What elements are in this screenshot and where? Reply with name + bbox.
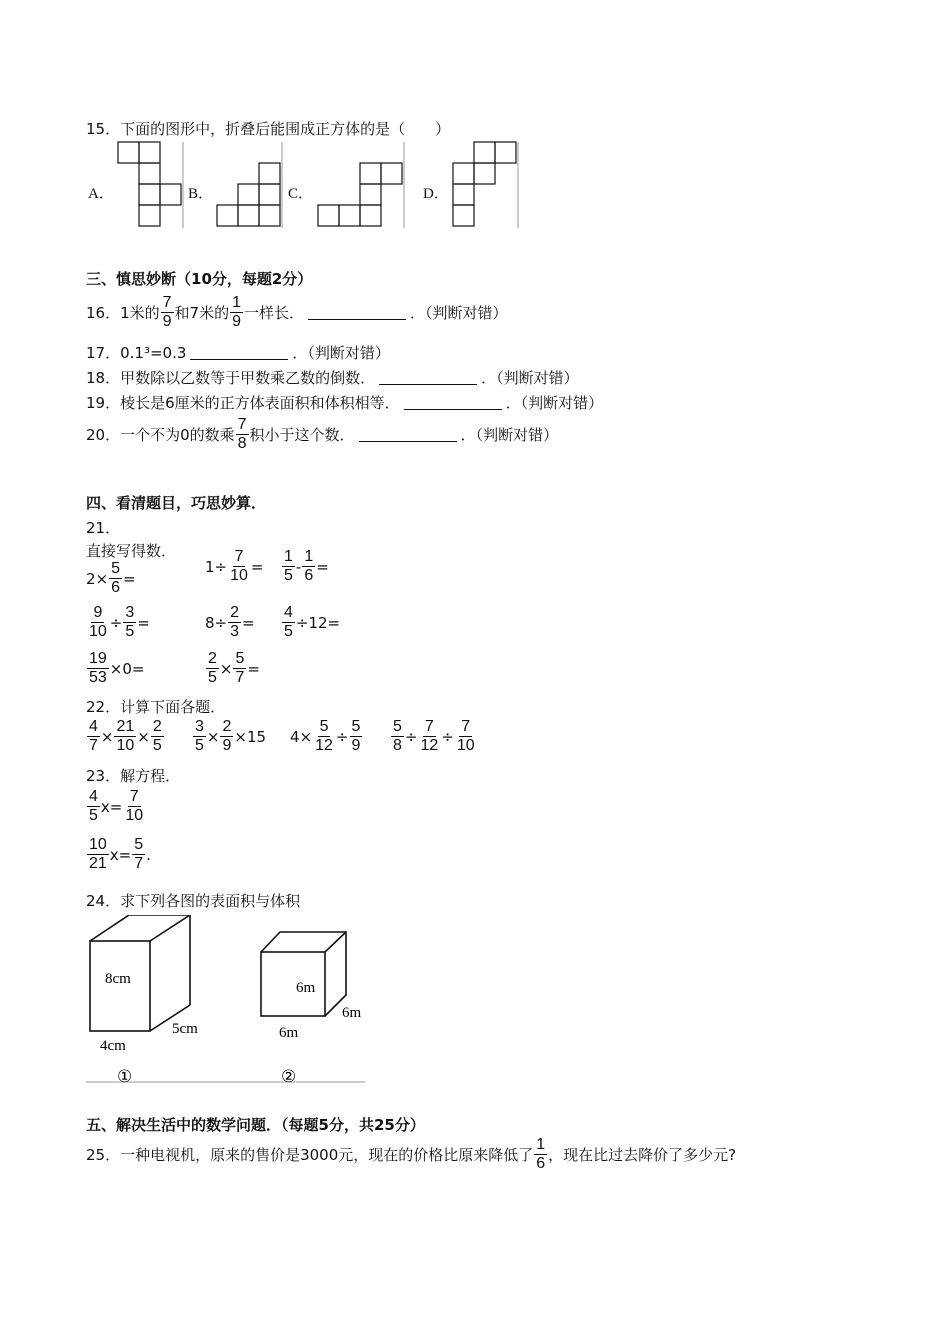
c3-den-2: 9: [351, 737, 361, 754]
eq2-fraction-2: [132, 836, 145, 873]
q16-text-c: 一样长．: [244, 304, 305, 322]
e1-num: 5: [111, 560, 121, 577]
q16-f2-num: 1: [232, 294, 241, 311]
e8-b: =: [247, 659, 260, 678]
e2-den: 10: [230, 567, 248, 584]
c2-tail: ×15: [234, 727, 267, 746]
fig1-height-label: 8cm: [105, 971, 131, 987]
e3-num-2: 1: [304, 548, 314, 565]
q21-expr-2: [205, 548, 264, 585]
q23-text: 23．解方程．: [86, 767, 181, 785]
c4-fraction-3: [455, 718, 477, 755]
eq2-num-2: 5: [134, 836, 144, 853]
e8-fraction-2: [233, 650, 246, 687]
e5-a: 8÷: [205, 613, 228, 632]
c1-fraction-3: [151, 718, 164, 755]
e5-num: 2: [230, 604, 240, 621]
net-a: [118, 142, 183, 228]
e3-den-1: 5: [284, 567, 293, 584]
q18-answer-blank[interactable]: [379, 370, 477, 385]
q16-f1-num: 7: [162, 294, 172, 311]
c3-fraction-1: [313, 718, 335, 755]
q20-fraction: [236, 416, 249, 453]
e3-den-2: 6: [304, 567, 314, 584]
e8-num-2: 5: [235, 650, 245, 667]
c3-op: ÷: [335, 727, 349, 746]
q25-text-b: ，现在比过去降价了多少元?: [548, 1146, 737, 1164]
e4-fraction-2: [123, 604, 136, 641]
c2-num-2: 2: [222, 718, 232, 735]
e2-a: 1÷: [205, 557, 228, 576]
e1-a: 2×: [86, 569, 109, 588]
e6-num: 4: [284, 604, 293, 621]
eq1-den-1: 5: [89, 807, 98, 824]
e7-num: 19: [89, 650, 107, 667]
eq2-tail: .: [146, 845, 151, 864]
eq1-fraction-1: [87, 788, 100, 825]
q16-text-b: 和7米的: [174, 304, 230, 322]
q20-answer-blank[interactable]: [359, 427, 457, 442]
fig2-side-c: 6m: [279, 1025, 299, 1041]
eq2-den-1: 21: [89, 855, 107, 872]
eq1-num-2: 7: [129, 788, 139, 805]
q17-text: 17．0.1³=0.3: [86, 344, 187, 362]
c1-op-2: ×: [137, 727, 150, 746]
net-d: [453, 142, 518, 228]
eq2-mid: x=: [109, 845, 132, 864]
q24-text: 24．求下列各图的表面积与体积: [86, 892, 301, 910]
q23-equation-1: [86, 788, 146, 825]
eq1-num-1: 4: [89, 788, 98, 805]
e4-op: ÷: [109, 613, 123, 632]
e4-b: =: [137, 613, 150, 632]
eq2-num-1: 10: [89, 836, 107, 853]
c2-fraction-1: [193, 718, 206, 755]
e6-den: 5: [284, 623, 293, 640]
q21-expr-4: [86, 604, 150, 641]
q16: [86, 294, 508, 331]
eq2-den-2: 7: [134, 855, 144, 872]
q20: [86, 416, 558, 453]
fig2-side-a: 6m: [296, 980, 316, 996]
e8-fraction-1: [206, 650, 219, 687]
q18-tail: ．（判断对错）: [481, 369, 579, 387]
q18-text: 18．甲数除以乙数等于甲数乘乙数的倒数．: [86, 369, 376, 387]
fig1-width-label: 4cm: [100, 1038, 126, 1054]
e3-fraction-2: [302, 548, 315, 585]
q20-text-a: 20．一个不为0的数乘: [86, 426, 235, 444]
e4-num-1: 9: [93, 604, 103, 621]
q25: [86, 1136, 736, 1173]
net-b: [217, 142, 282, 228]
net-c: [318, 142, 404, 228]
q22-text: 22．计算下面各题．: [86, 698, 226, 716]
e8-num-1: 2: [208, 650, 217, 667]
e7-b: ×0=: [109, 659, 145, 678]
c4-num-1: 5: [393, 718, 402, 735]
e3-num-1: 1: [284, 548, 293, 565]
q21-expr-3: [281, 548, 329, 585]
c4-fraction-1: [391, 718, 404, 755]
c2-fraction-2: [220, 718, 233, 755]
e4-fraction-1: [87, 604, 109, 641]
c2-num-1: 3: [195, 718, 204, 735]
c2-op-1: ×: [206, 727, 220, 746]
c4-num-3: 7: [461, 718, 471, 735]
q17: [86, 342, 390, 363]
q16-f1-den: 9: [162, 313, 172, 330]
q25-num: 1: [536, 1136, 546, 1153]
q19-answer-blank[interactable]: [404, 395, 502, 410]
e2-fraction: [228, 548, 250, 585]
q21-expr-5: [205, 604, 255, 641]
q20-tail: ．（判断对错）: [460, 426, 559, 444]
q15-option-c[interactable]: C．: [288, 186, 314, 202]
q21-expr-1: [86, 560, 136, 597]
q20-f-num: 7: [237, 416, 247, 433]
e5-b: =: [242, 613, 255, 632]
e6-b: ÷12=: [295, 613, 341, 632]
c2-den-2: 9: [222, 737, 232, 754]
eq1-den-2: 10: [125, 807, 144, 824]
q20-f-den: 8: [237, 435, 247, 452]
c4-den-1: 8: [393, 737, 402, 754]
e3-fraction-1: [282, 548, 295, 585]
fig1-number: ①: [117, 1067, 133, 1086]
e8-op: ×: [219, 659, 233, 678]
c1-den-2: 10: [116, 737, 135, 754]
q17-tail: ．（判断对错）: [292, 344, 390, 362]
q22-calc-1: [86, 718, 165, 755]
e5-fraction: [228, 604, 241, 641]
q19: [86, 392, 603, 413]
c4-fraction-2: [418, 718, 440, 755]
q21-number: 21．: [86, 519, 121, 537]
c1-den-1: 7: [89, 737, 98, 754]
q17-answer-blank[interactable]: [190, 345, 288, 360]
e1-den: 6: [111, 579, 121, 596]
fig2-number: ②: [281, 1067, 297, 1086]
c2-den-1: 5: [195, 737, 204, 754]
e8-den-2: 7: [235, 669, 245, 686]
q21-intro: 直接写得数．: [86, 542, 177, 560]
c1-den-3: 5: [152, 737, 162, 754]
q18: [86, 367, 579, 388]
e2-b: =: [250, 557, 264, 576]
c3-a: 4×: [290, 727, 313, 746]
e3-op: -: [295, 557, 302, 576]
fig1-depth-label: 5cm: [172, 1021, 198, 1037]
q22-calc-3: [290, 718, 363, 755]
e5-den: 3: [230, 623, 240, 640]
q15-option-b[interactable]: B．: [188, 186, 214, 202]
c1-fraction-1: [87, 718, 100, 755]
q21-expr-6: [281, 604, 340, 641]
c4-op-2: ÷: [441, 727, 454, 746]
q25-text-a: 25．一种电视机，原来的售价是3000元，现在的价格比原来降低了: [86, 1146, 534, 1164]
c3-den-1: 12: [315, 737, 333, 754]
q23-equation-2: [86, 836, 151, 873]
q15-text: 15．下面的图形中，折叠后能围成正方体的是（ ）: [86, 120, 451, 138]
c1-fraction-2: [114, 718, 136, 755]
c1-num-1: 4: [89, 718, 98, 735]
c3-num-2: 5: [351, 718, 361, 735]
q15-option-d[interactable]: D．: [423, 186, 449, 202]
e4-num-2: 3: [125, 604, 135, 621]
q16-fraction-1: [161, 294, 174, 331]
e3-b: =: [316, 557, 329, 576]
eq1-mid: x=: [100, 797, 123, 816]
q16-tail: ．（判断对错）: [410, 304, 508, 322]
q15-nets: [0, 0, 950, 240]
e2-num: 7: [234, 548, 244, 565]
c4-op-1: ÷: [404, 727, 418, 746]
q22-calc-2: [192, 718, 266, 755]
e4-den-2: 5: [125, 623, 135, 640]
c4-num-2: 7: [424, 718, 434, 735]
q16-fraction-2: [230, 294, 243, 331]
q16-text-a: 16．1米的: [86, 304, 160, 322]
e1-fraction: [109, 560, 122, 597]
c1-op-1: ×: [100, 727, 114, 746]
c3-fraction-2: [350, 718, 363, 755]
c4-den-3: 10: [456, 737, 475, 754]
q21-expr-7: [86, 650, 144, 687]
c1-num-3: 2: [152, 718, 162, 735]
e7-den: 53: [89, 669, 107, 686]
c3-num-1: 5: [319, 718, 329, 735]
q20-text-b: 积小于这个数．: [249, 426, 355, 444]
fig2-side-b: 6m: [342, 1005, 362, 1021]
e1-b: =: [123, 569, 136, 588]
q24-figures: [80, 915, 380, 1090]
q25-fraction: [534, 1136, 547, 1173]
q16-f2-den: 9: [232, 313, 241, 330]
e6-fraction: [282, 604, 295, 641]
q25-den: 6: [536, 1155, 546, 1172]
q16-answer-blank[interactable]: [308, 305, 406, 320]
e4-den-1: 10: [89, 623, 107, 640]
e8-den-1: 5: [208, 669, 217, 686]
q22-calc-4: [390, 718, 478, 755]
q19-text: 19．棱长是6厘米的正方体表面积和体积相等．: [86, 394, 400, 412]
cube-figure-2: [261, 932, 346, 1016]
q19-tail: ．（判断对错）: [505, 394, 604, 412]
c4-den-2: 12: [420, 737, 439, 754]
eq2-fraction-1: [87, 836, 109, 873]
eq1-fraction-2: [123, 788, 145, 825]
e7-fraction: [87, 650, 109, 687]
c1-num-2: 21: [116, 718, 135, 735]
section3-title: 三、慎思妙断（10分，每题2分）: [86, 270, 313, 288]
q21-expr-8: [205, 650, 260, 687]
q15-option-a[interactable]: A．: [88, 186, 114, 202]
section5-title: 五、解决生活中的数学问题．（每题5分，共25分）: [86, 1116, 425, 1134]
section4-title: 四、看清题目，巧思妙算．: [86, 494, 267, 512]
